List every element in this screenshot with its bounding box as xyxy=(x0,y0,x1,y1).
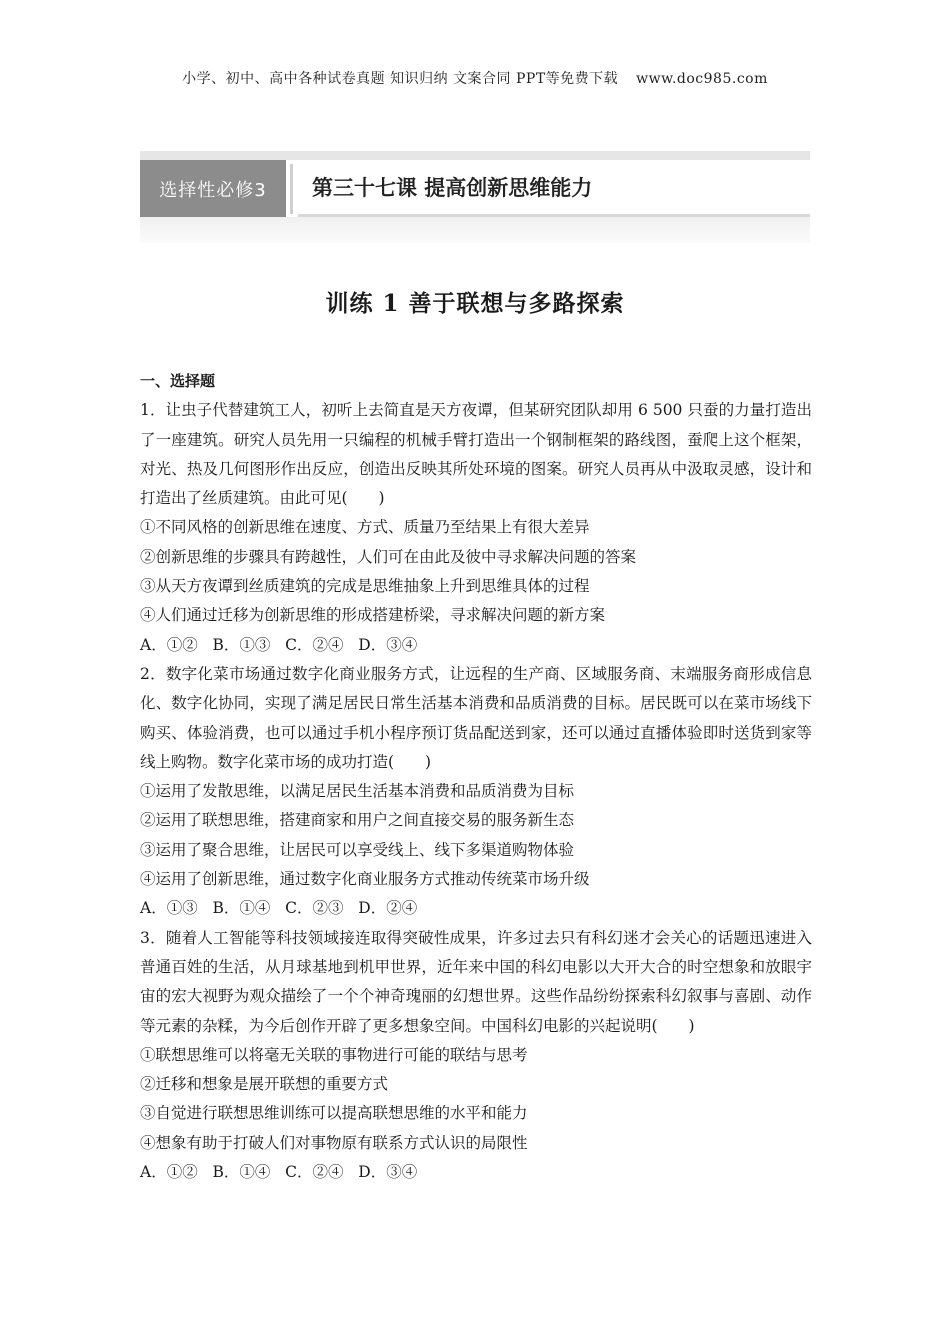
option-3: ③从天方夜谭到丝质建筑的完成是思维抽象上升到思维具体的过程 xyxy=(140,577,590,596)
answer-choices: A．①③ B．①④ C．②③ D．②④ xyxy=(140,899,418,918)
question-2 xyxy=(140,660,812,924)
banner-top-shade xyxy=(140,151,810,160)
option-1: ①不同风格的创新思维在速度、方式、质量乃至结果上有很大差异 xyxy=(140,518,590,537)
option-2: ②创新思维的步骤具有跨越性，人们可在由此及彼中寻求解决问题的答案 xyxy=(140,547,637,566)
banner-bottom-shade xyxy=(140,217,810,243)
site-header xyxy=(0,68,950,88)
question-3 xyxy=(140,924,812,1188)
option-4: ④运用了创新思维，通过数字化商业服务方式推动传统菜市场升级 xyxy=(140,870,590,889)
question-stem: 2．数字化菜市场通过数字化商业服务方式，让远程的生产商、区域服务商、末端服务商形成信息化、数字化协同，实现了满足居民日常生活基本消费和品质消费的目标。居民既可以在菜市场线下购买、体验消费，也可以通过手机小程序预订货品配送到家，还可以通过直播体验即时送货到家等线上购物。数字化菜市场的成功打造( ) xyxy=(140,664,812,771)
course-tab: 选择性必修3 xyxy=(140,160,286,217)
option-4: ④人们通过迁移为创新思维的形成搭建桥梁，寻求解决问题的新方案 xyxy=(140,606,606,625)
option-1: ①运用了发散思维，以满足居民生活基本消费和品质消费为目标 xyxy=(140,782,575,801)
question-1 xyxy=(140,396,812,660)
option-3: ③运用了聚合思维，让居民可以享受线上、线下多渠道购物体验 xyxy=(140,840,575,859)
banner-divider xyxy=(290,164,293,214)
page-title: 训练 1 善于联想与多路探索 xyxy=(325,290,625,317)
site-header-text: 小学、初中、高中各种试卷真题 知识归纳 文案合同 PPT等免费下载 xyxy=(182,71,619,87)
option-3: ③自觉进行联想思维训练可以提高联想思维的水平和能力 xyxy=(140,1104,528,1123)
option-2: ②运用了联想思维，搭建商家和用户之间直接交易的服务新生态 xyxy=(140,811,575,830)
section-heading: 一、选择题 xyxy=(140,372,216,390)
lesson-banner xyxy=(140,151,810,243)
answer-choices: A．①② B．①④ C．②④ D．③④ xyxy=(140,1163,418,1182)
lesson-title: 第三十七课 提高创新思维能力 xyxy=(298,160,810,217)
option-1: ①联想思维可以将毫无关联的事物进行可能的联结与思考 xyxy=(140,1045,528,1064)
site-url-link[interactable]: www.doc985.com xyxy=(636,71,768,87)
option-2: ②迁移和想象是展开联想的重要方式 xyxy=(140,1075,389,1094)
answer-choices: A．①② B．①③ C．②④ D．③④ xyxy=(140,635,418,654)
option-4: ④想象有助于打破人们对事物原有联系方式认识的局限性 xyxy=(140,1133,528,1152)
question-section xyxy=(140,367,812,1187)
question-stem: 1．让虫子代替建筑工人，初听上去简直是天方夜谭，但某研究团队却用 6 500 只蚕的力量打造出了一座建筑。研究人员先用一只编程的机械手臂打造出一个钢制框架的路线图，蚕爬上这个框架，对光、热及几何图形作出反应，创造出反映其所处环境的图案。研究人员再从中汲取灵感，设计和打造出了丝质建筑。由此可见( ) xyxy=(140,401,812,508)
question-stem: 3．随着人工智能等科技领域接连取得突破性成果，许多过去只有科幻迷才会关心的话题迅速进入普通百姓的生活，从月球基地到机甲世界，近年来中国的科幻电影以大开大合的时空想象和放眼宇宙的宏大视野为观众描绘了一个个神奇瑰丽的幻想世界。这些作品纷纷探索科幻叙事与喜剧、动作等元素的杂糅，为今后创作开辟了更多想象空间。中国科幻电影的兴起说明( ) xyxy=(140,928,812,1035)
